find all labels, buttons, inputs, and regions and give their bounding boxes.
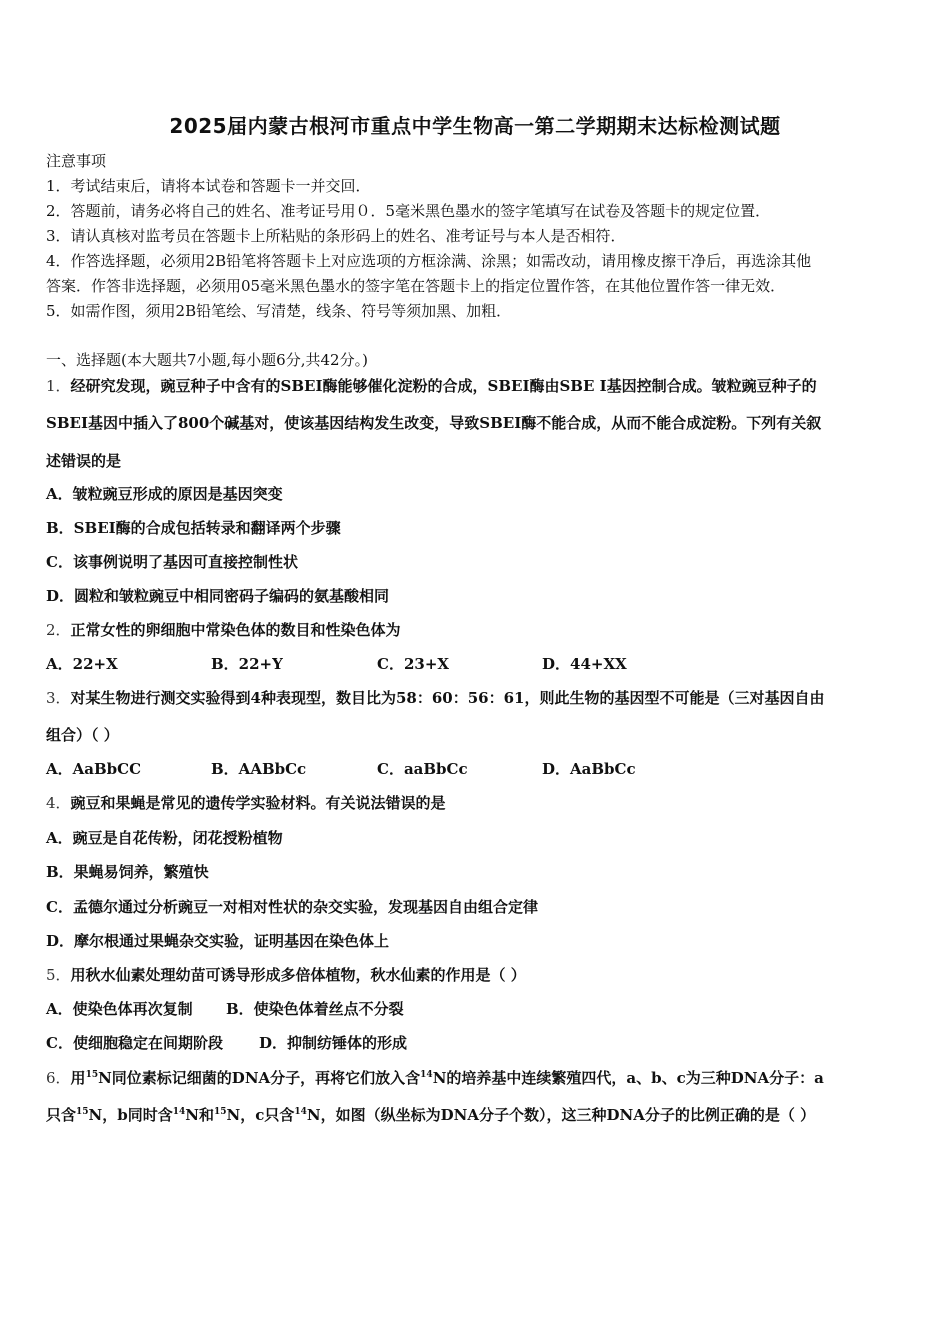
question-1 [46, 376, 817, 396]
question-number: 1． [46, 377, 71, 395]
question-text: 用 [70, 1069, 86, 1087]
question-3 [46, 688, 825, 708]
q5-option-c: C．使细胞稳定在间期阶段 [46, 1034, 223, 1052]
notice-heading: 注意事项 [46, 152, 107, 170]
question-4 [46, 793, 446, 813]
q2-option-c: C．23+X [377, 655, 450, 673]
question-text: 正常女性的卵细胞中常染色体的数目和性染色体为 [70, 621, 401, 639]
q1-option-b: B．SBEI酶的合成包括转录和翻译两个步骤 [46, 519, 341, 537]
question-3-cont: 组合）（ ） [46, 726, 119, 744]
superscript: 15 [214, 1107, 227, 1117]
q1-option-a: A．皱粒豌豆形成的原因是基因突变 [46, 485, 283, 503]
question-number: 4． [46, 794, 71, 812]
notice-item-1: 1．考试结束后，请将本试卷和答题卡一并交回． [46, 177, 371, 195]
q4-option-b: B．果蝇易饲养，繁殖快 [46, 863, 209, 881]
notice-item-3: 3．请认真核对监考员在答题卡上所粘贴的条形码上的姓名、准考证号与本人是否相符． [46, 227, 626, 245]
q1-option-d: D．圆粒和皱粒豌豆中相同密码子编码的氨基酸相同 [46, 587, 390, 605]
question-text: N同位素标记细菌的DNA分子，再将它们放入含 [98, 1069, 421, 1087]
page-title: 2025届内蒙古根河市重点中学生物高一第二学期期末达标检测试题 [169, 114, 781, 138]
notice-item-2: 2．答题前，请务必将自己的姓名、准考证号用０．5毫米黑色墨水的签字笔填写在试卷及答题卡的规定位置． [46, 202, 771, 220]
question-number: 2． [46, 621, 71, 639]
superscript: 14 [294, 1107, 307, 1117]
question-text: N，c只含 [226, 1106, 295, 1124]
question-1-cont: SBEI基因中插入了800个碱基对，使该基因结构发生改变，导致SBEI酶不能合成，从而不能合成淀粉。下列有关叙 [46, 414, 822, 432]
q3-option-d: D．AaBbCc [542, 760, 636, 778]
question-text: 对某生物进行测交实验得到4种表现型，数目比为58：60：56：61，则此生物的基因型不可能是（三对基因自由 [70, 689, 825, 707]
q4-option-c: C．孟德尔通过分析豌豆一对相对性状的杂交实验，发现基因自由组合定律 [46, 898, 538, 916]
question-text: 经研究发现，豌豆种子中含有的SBEI酶能够催化淀粉的合成，SBEI酶由SBE I基因控制合成。皱粒豌豆种子的 [70, 377, 817, 395]
q5-option-a: A．使染色体再次复制 [46, 1000, 193, 1018]
notice-item-4: 4．作答选择题，必须用2B铅笔将答题卡上对应选项的方框涂满、涂黑；如需改动，请用橡皮擦干净后，再选涂其他 [46, 252, 812, 270]
q3-option-b: B．AABbCc [211, 760, 307, 778]
question-text: N和 [185, 1106, 214, 1124]
superscript: 15 [76, 1107, 89, 1117]
question-text: 只含 [46, 1106, 77, 1124]
question-text: 用秋水仙素处理幼苗可诱导形成多倍体植物，秋水仙素的作用是（ ） [70, 966, 526, 984]
question-text: N的培养基中连续繁殖四代，a、b、c为三种DNA分子：a [432, 1069, 824, 1087]
question-5 [46, 965, 526, 985]
superscript: 14 [420, 1070, 433, 1080]
q5-option-b: B．使染色体着丝点不分裂 [226, 1000, 404, 1018]
question-2 [46, 620, 401, 640]
question-text: 豌豆和果蝇是常见的遗传学实验材料。有关说法错误的是 [70, 794, 446, 812]
question-number: 6． [46, 1069, 71, 1087]
q5-option-d: D．抑制纺锤体的形成 [259, 1034, 408, 1052]
q2-option-d: D．44+XX [542, 655, 627, 673]
q3-option-a: A．AaBbCC [46, 760, 142, 778]
section-heading: 一、选择题(本大题共7小题,每小题6分,共42分。) [46, 351, 368, 369]
question-text: N，b同时含 [88, 1106, 173, 1124]
q4-option-d: D．摩尔根通过果蝇杂交实验，证明基因在染色体上 [46, 932, 390, 950]
q4-option-a: A．豌豆是自花传粉，闭花授粉植物 [46, 829, 283, 847]
q1-option-c: C．该事例说明了基因可直接控制性状 [46, 553, 298, 571]
question-1-cont: 述错误的是 [46, 452, 122, 470]
question-6 [46, 1068, 824, 1088]
notice-item-4-cont: 答案．作答非选择题，必须用05毫米黑色墨水的签字笔在答题卡上的指定位置作答，在其他位置作答一律无效． [46, 277, 786, 295]
notice-item-5: 5．如需作图，须用2B铅笔绘、写清楚，线条、符号等须加黑、加粗． [46, 302, 512, 320]
superscript: 14 [172, 1107, 186, 1117]
q2-option-a: A．22+X [46, 655, 118, 673]
q3-option-c: C．aaBbCc [377, 760, 468, 778]
q2-option-b: B．22+Y [211, 655, 283, 673]
superscript: 15 [85, 1070, 99, 1080]
question-number: 3． [46, 689, 71, 707]
question-number: 5． [46, 966, 71, 984]
question-6-cont [46, 1105, 815, 1125]
question-text: N，如图（纵坐标为DNA分子个数），这三种DNA分子的比例正确的是（ ） [306, 1106, 816, 1124]
